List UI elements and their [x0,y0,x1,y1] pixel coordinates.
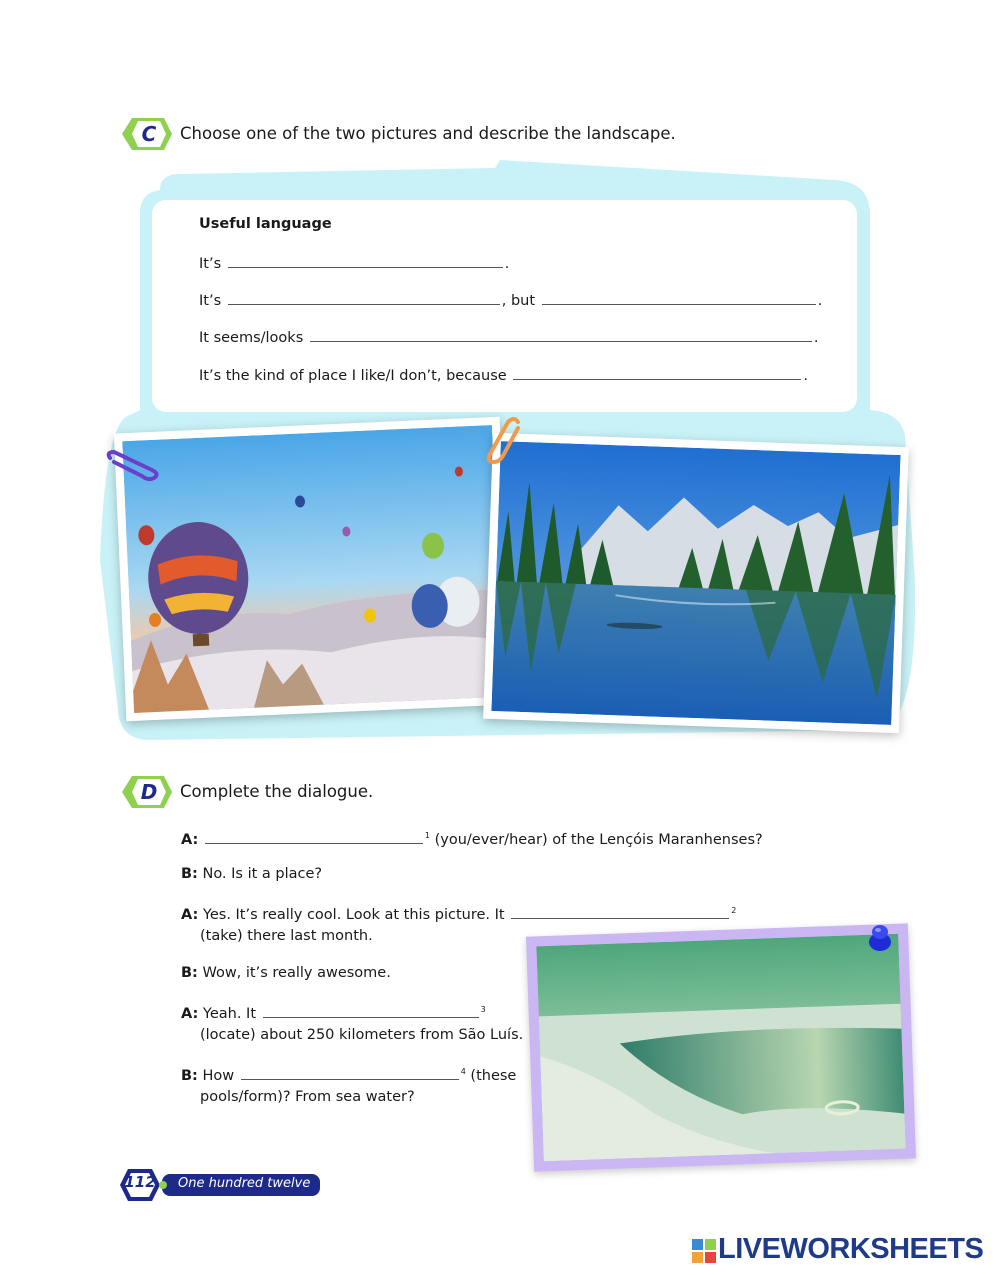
dialogue-blank-1[interactable] [205,830,423,844]
liveworksheets-logo-icon [692,1239,716,1263]
useful-language-line-3 [199,328,818,346]
dialogue-line-5-text: Yeah. It [202,1005,257,1022]
line1-period: . [504,256,510,272]
line2-period: . [817,293,823,309]
line3-period: . [813,330,819,346]
line3-prefix: It seems/looks [199,330,304,346]
paperclip-orange-icon [484,416,526,466]
section-d-instruction: Complete the dialogue. [180,782,374,801]
dialogue-line-1-text: (you/ever/hear) of the Lençóis Maranhenses? [434,831,763,848]
page-number: 112 [124,1173,156,1191]
useful-language-line-2 [199,291,822,309]
dialogue-line-2 [181,862,322,886]
useful-language-line-1 [199,254,509,272]
section-d-badge [118,774,172,810]
section-c-letter: C [141,122,157,146]
line1-blank[interactable] [228,254,503,268]
useful-language-title: Useful language [199,216,332,232]
dialogue-line-2-text: No. Is it a place? [202,866,323,882]
dialogue-line-6-after: (these [470,1067,517,1084]
dialogue-blank-3[interactable] [263,1004,479,1018]
dialogue-blank-2[interactable] [511,905,729,919]
line4-period: . [803,368,808,384]
dialogue-blank-4[interactable] [241,1066,459,1080]
line2-blank-1[interactable] [228,291,500,305]
speaker-b: B: [181,866,198,882]
dialogue-line-6-cont: pools/form)? From sea water? [200,1089,415,1105]
dialogue-line-6 [181,1060,516,1088]
section-c-instruction: Choose one of the two pictures and describe the landscape. [180,124,676,143]
dialogue-line-4-text: Wow, it’s really awesome. [202,965,391,981]
page-number-words: One hundred twelve [178,1176,311,1191]
paperclip-purple-icon [104,448,162,482]
line4-blank[interactable] [513,366,801,380]
section-c-badge [118,116,172,152]
dialogue-line-4 [181,961,391,985]
line4-prefix: It’s the kind of place I like/I don’t, because [199,368,507,384]
dialogue-line-6-text: How [202,1067,235,1084]
useful-language-line-4 [199,366,808,384]
line2-prefix: It’s [199,293,222,309]
lake-image [491,441,900,725]
dialogue-line-3 [181,899,736,927]
lake-photo [483,433,909,733]
speaker-b: B: [181,1067,198,1084]
footnote-2: 2 [731,906,737,915]
line1-prefix: It’s [199,256,222,272]
dunes-photo [526,923,916,1171]
footnote-4: 4 [460,1067,466,1076]
line2-but: , but [501,293,536,309]
pushpin-icon [866,922,896,958]
dialogue-line-3-text: Yes. It’s really cool. Look at this picture. It [202,906,505,923]
speaker-b: B: [181,965,198,981]
footnote-1: 1 [424,831,430,840]
dialogue-line-5-cont: (locate) about 250 kilometers from São Luís. [200,1027,524,1043]
balloons-image [122,425,504,713]
balloons-photo [114,417,512,722]
line2-blank-2[interactable] [542,291,816,305]
liveworksheets-brand: LIVEWORKSHEETS [718,1233,984,1265]
dialogue-line-5 [181,998,486,1026]
line3-blank[interactable] [310,328,812,342]
speaker-a: A: [181,906,199,923]
section-d-letter: D [140,780,158,804]
footnote-3: 3 [480,1005,486,1014]
dialogue-line-1 [181,824,763,852]
speaker-a: A: [181,1005,199,1022]
speaker-a: A: [181,831,199,848]
dialogue-line-3-cont: (take) there last month. [200,928,373,944]
dunes-image [536,934,905,1162]
